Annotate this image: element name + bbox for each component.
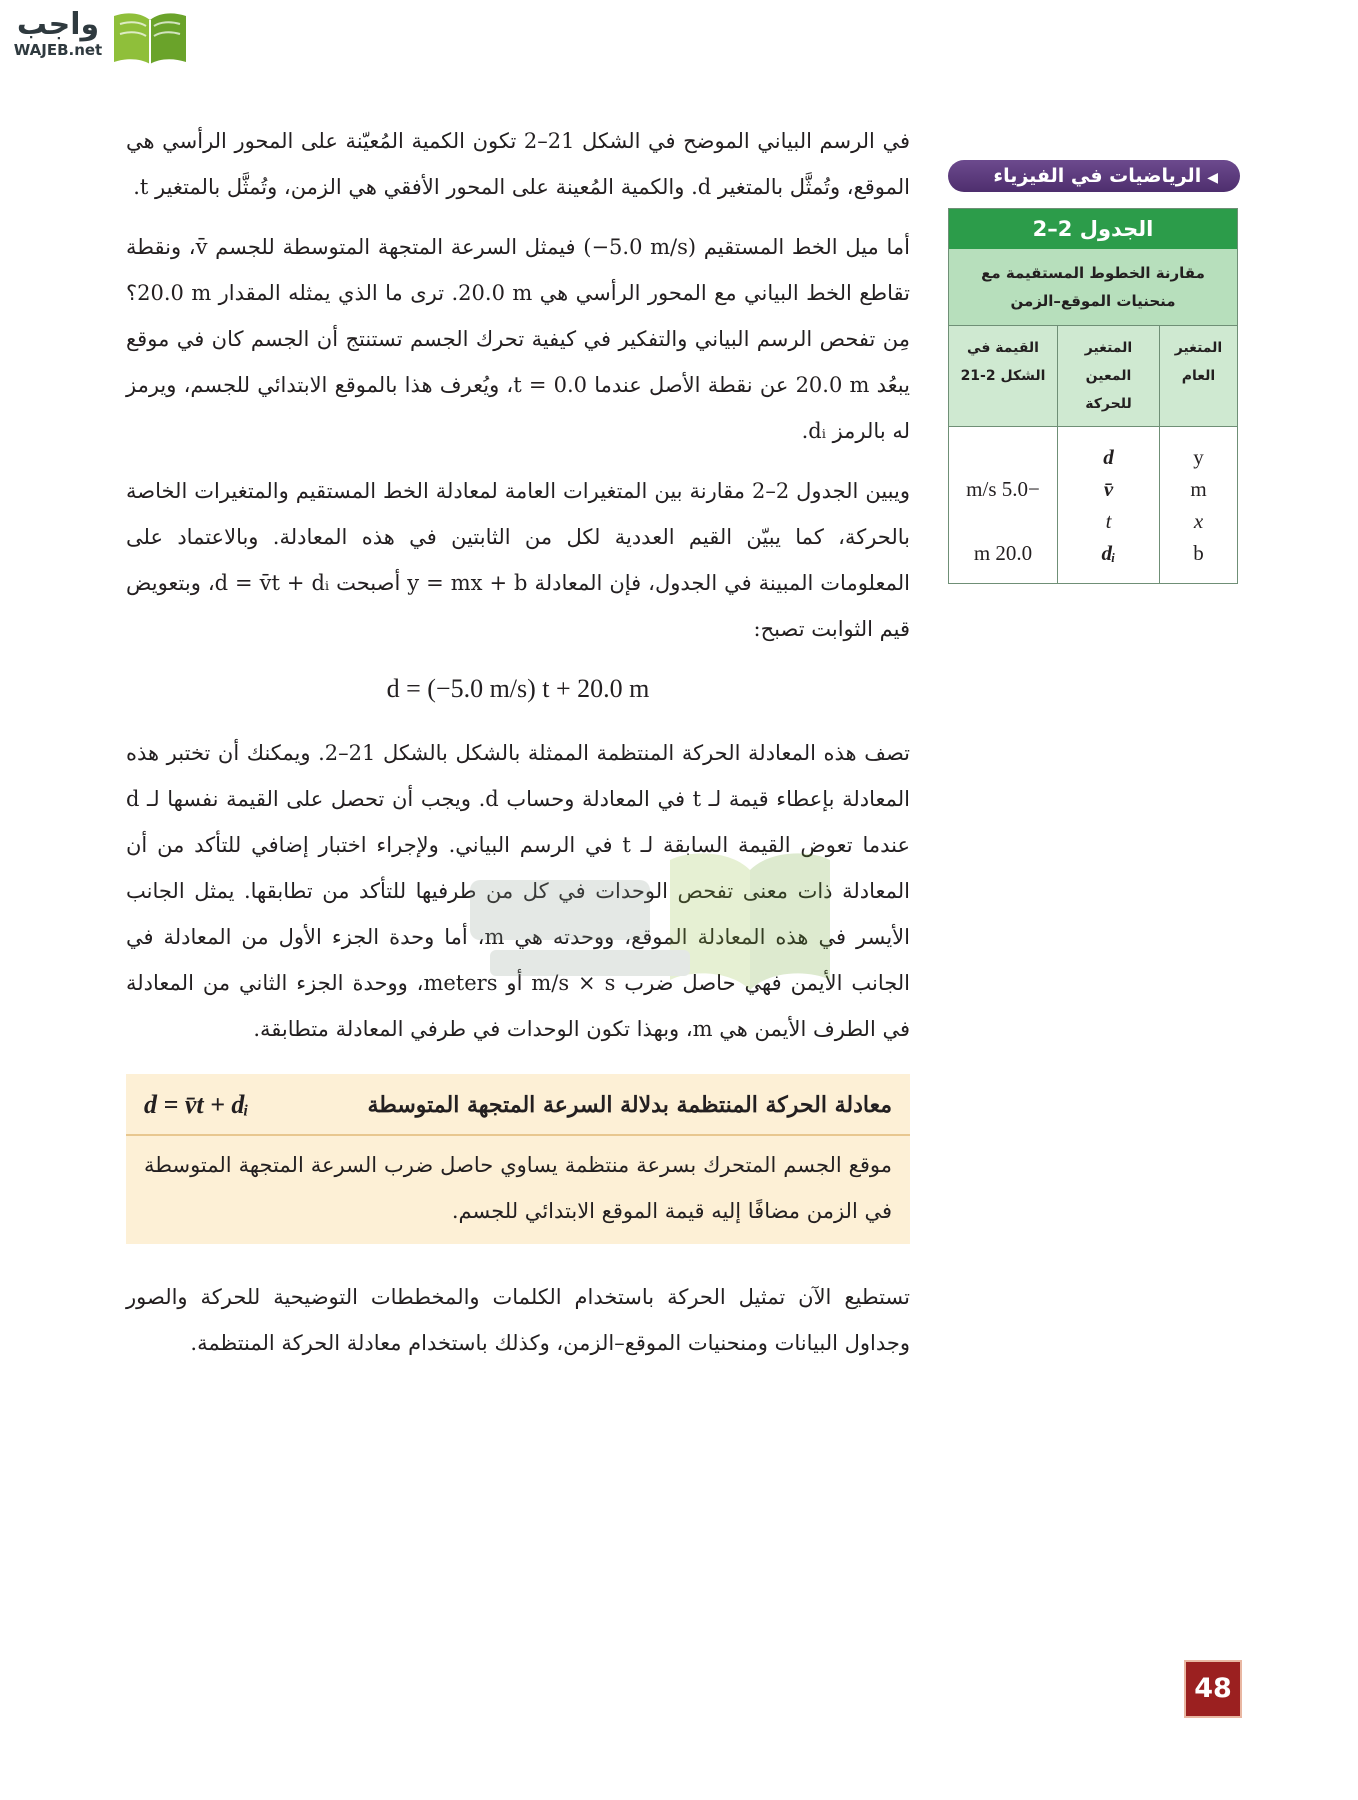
- table-cell: t: [1105, 509, 1112, 533]
- book-icon: [110, 6, 190, 66]
- table-cell: dᵢ: [1101, 541, 1116, 565]
- table-title: الجدول 2–2: [949, 209, 1237, 249]
- page-number: 48: [1184, 1660, 1242, 1718]
- triangle-left-icon: ◀: [1207, 170, 1218, 186]
- header-figure-value: القيمة في الشكل 2-21: [960, 340, 1046, 384]
- table-cell: x: [1193, 509, 1204, 533]
- key-equation-description: موقع الجسم المتحرك بسرعة منتظمة يساوي حاصل ضرب السرعة المتجهة المتوسطة في الزمن مضافًا إليه قيمة الموقع الابتدائي للجسم.: [144, 1153, 892, 1223]
- motion-variable-column: [1057, 427, 1159, 583]
- key-box-divider: [126, 1134, 910, 1136]
- table-cell: −5.0 m/s: [966, 477, 1040, 501]
- table-header-row: [949, 326, 1237, 427]
- table-cell: 20.0 m: [973, 541, 1033, 565]
- general-variable-column: [1159, 427, 1237, 583]
- key-equation-title: معادلة الحركة المنتظمة بدلالة السرعة المتجهة المتوسطة: [367, 1092, 892, 1118]
- paragraph-5: تستطيع الآن تمثيل الحركة باستخدام الكلمات والمخططات التوضيحية للحركة والصور وجداول البيانات ومنحنيات الموقع–الزمن، وكذلك باستخدام معادلة الحركة المنتظمة.: [126, 1285, 910, 1355]
- site-logo[interactable]: [10, 6, 190, 66]
- header-motion-variable: المتغير المعين للحركة: [1057, 326, 1159, 426]
- table-cell: m: [1190, 477, 1207, 501]
- paragraph-1: في الرسم البياني الموضح في الشكل 21–2 تكون الكمية المُعيّنة على المحور الرأسي هي الموقع، وتُمثَّل بالمتغير d. والكمية المُعينة على المحور الأفقي هي الزمن، وتُمثَّل بالمتغير t.: [126, 129, 910, 199]
- figure-value-column: [949, 427, 1057, 583]
- main-text-column: [126, 118, 910, 1380]
- table-cell: b: [1193, 541, 1204, 565]
- header-general-variable: المتغير العام: [1159, 326, 1237, 426]
- table-cell: y: [1193, 445, 1204, 469]
- table-body: [949, 427, 1237, 583]
- table-cell: v̄: [1103, 477, 1114, 501]
- table-cell: [949, 441, 1057, 473]
- table-cell: d: [1103, 445, 1114, 469]
- paragraph-3: ويبين الجدول 2–2 مقارنة بين المتغيرات العامة لمعادلة الخط المستقيم والمتغيرات الخاصة بالحركة، كما يبيّن القيم العددية لكل من الثابتين في هذه المعادلة. وبالاعتماد على المعلومات المبينة في الجدول، فإن المعادلة ‎y = mx + b‎ أصبحت ‎d = v̄t + dᵢ‎، وبتعويض قيم الثوابت تصبح:: [126, 479, 911, 641]
- logo-arabic-text: واجب: [16, 7, 100, 42]
- motion-equation: d = (−5.0 m/s) t + 20.0 m: [386, 674, 650, 703]
- key-equation-formula: d = v̄t + dᵢ: [144, 1090, 249, 1119]
- math-in-physics-label: الرياضيات في الفيزياء: [993, 165, 1202, 187]
- key-equation-box: [126, 1074, 910, 1244]
- paragraph-2: أما ميل الخط المستقيم (‎−5.0 m/s‎) فيمثل السرعة المتجهة المتوسطة للجسم v̄، ونقطة تقاطع الخط البياني مع المحور الرأسي هي ‎20.0 m‎. ترى ما الذي يمثله المقدار ‎20.0 m‎؟ مِن تفحص الرسم البياني والتفكير في كيفية تحرك الجسم تستنتج أن الجسم كان في موقع يبعُد ‎20.0 m‎ عن نقطة الأصل عندما ‎t = 0.0‎، ويُعرف هذا بالموقع الابتدائي للجسم، ويرمز له بالرمز dᵢ.: [126, 235, 910, 443]
- paragraph-4: تصف هذه المعادلة الحركة المنتظمة الممثلة بالشكل بالشكل 21–2. ويمكنك أن تختبر هذه المعادلة بإعطاء قيمة لـ t في المعادلة وحساب d. ويجب أن تحصل على القيمة نفسها لـ d عندما تعوض القيمة السابقة لـ t في الرسم البياني. ولإجراء اختبار إضافي للتأكد من أن المعادلة ذات معنى تفحص الوحدات في كل من طرفيها للتأكد من تطابقها. يمثل الجانب الأيسر في هذه المعادلة الموقع، ووحدته هي m، أما وحدة الجزء الأول من المعادلة في الجانب الأيمن فهي حاصل ضرب ‎m/s × s‎ أو meters، ووحدة الجزء الثاني من المعادلة في الطرف الأيمن هي m، وبهذا تكون الوحدات في طرفي المعادلة متطابقة.: [126, 741, 911, 1041]
- math-in-physics-tab: [948, 160, 1240, 192]
- comparison-table: [948, 208, 1238, 584]
- logo-english-text: WAJEB.net: [13, 41, 103, 59]
- table-subtitle: مقارنة الخطوط المستقيمة مع منحنيات الموقع–الزمن: [949, 249, 1237, 326]
- table-cell: [949, 505, 1057, 537]
